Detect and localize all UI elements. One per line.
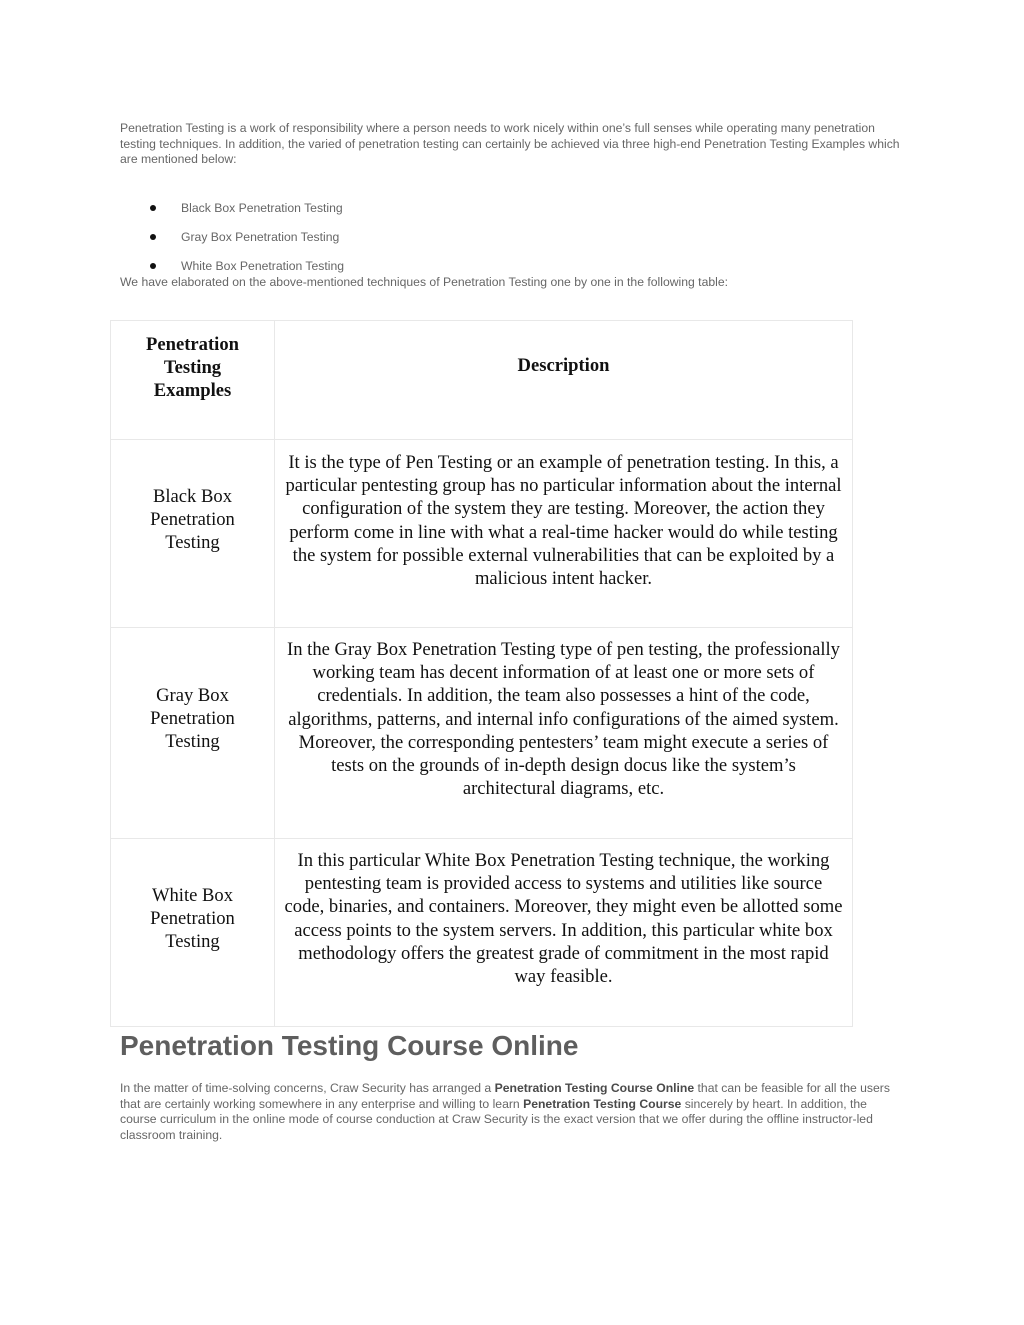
- table-row: [111, 628, 853, 839]
- bullet-icon: [150, 263, 156, 269]
- description-cell: It is the type of Pen Testing or an example of penetration testing. In this, a particular pentesting group has no particular information about the internal configuration of the system they are testing. Moreover, the action they perform come in line with what a real-time hacker would do while testing the system for possible external vulnerabilities that can be exploited by a malicious intent hacker.: [275, 440, 853, 628]
- table-intro: We have elaborated on the above-mentioned techniques of Penetration Testing one by one in the following table:: [120, 275, 728, 289]
- bullet-icon: [150, 234, 156, 240]
- header-description: Description: [275, 321, 853, 440]
- example-cell: White Box Penetration Testing: [111, 839, 275, 1027]
- description-cell: In this particular White Box Penetration Testing technique, the working pentesting team is provided access to systems and utilities like source code, binaries, and containers. Moreover, they might even be allotted some access points to the system servers. In addition, this particular white box methodology offers the greatest grade of commitment in the most rapid way feasible.: [275, 839, 853, 1027]
- list-item: [120, 230, 344, 259]
- bullet-icon: [150, 205, 156, 211]
- list-item-label: White Box Penetration Testing: [181, 259, 345, 273]
- course-text-2: that can be feasible for all the users that are certainly working somewhere in any enterprise and willing to learn: [120, 1081, 890, 1111]
- intro-paragraph: Penetration Testing is a work of responsibility where a person needs to work nicely within one’s full senses while operating many penetration testing techniques. In addition, the varied of penetration testing can certainly be achieved via three high-end Penetration Testing Examples which are mentioned below:: [120, 121, 900, 166]
- example-cell: Black Box Penetration Testing: [111, 440, 275, 628]
- course-link-text-2: Penetration Testing Course: [523, 1096, 682, 1111]
- description-cell: In the Gray Box Penetration Testing type of pen testing, the professionally working team has decent information of at least one or more sets of credentials. In addition, the team also possesses a hint of the code, algorithms, patterns, and internal info configurations of the aimed system. Moreover, the corresponding pentesters’ team might execute a series of tests on the grounds of in-depth design docus like the system’s architectural diagrams, etc.: [275, 628, 853, 839]
- header-examples: Penetration Testing Examples: [111, 321, 275, 440]
- list-item-label: Black Box Penetration Testing: [181, 201, 343, 215]
- list-item: [120, 201, 344, 230]
- course-link-text-1: Penetration Testing Course Online: [494, 1081, 695, 1095]
- course-text-3: sincerely by heart. In addition, the course curriculum in the online mode of course conduction at Craw Security is the exact version that we offer during the offline instructor-led classroom training.: [120, 1096, 873, 1142]
- section-heading: Penetration Testing Course Online: [120, 1030, 579, 1061]
- techniques-table: [110, 320, 853, 1027]
- course-text-1: In the matter of time-solving concerns, Craw Security has arranged a: [120, 1081, 495, 1095]
- example-cell: Gray Box Penetration Testing: [111, 628, 275, 839]
- table-row: [111, 839, 853, 1027]
- table-header-row: [111, 321, 853, 440]
- list-item-label: Gray Box Penetration Testing: [181, 230, 340, 244]
- course-paragraph: [120, 1081, 905, 1143]
- table-row: [111, 440, 853, 628]
